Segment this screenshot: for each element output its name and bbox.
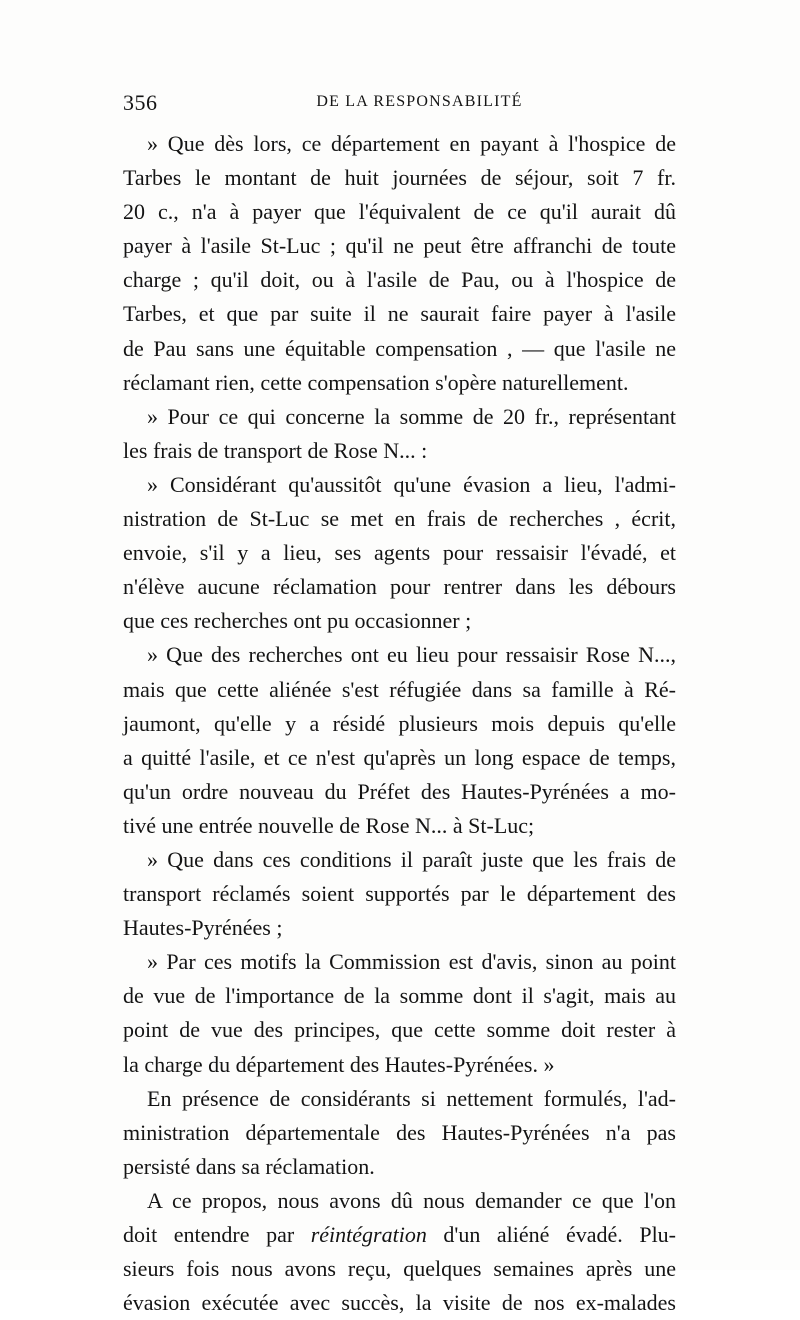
- text-line: évasion exécutée avec succès, la visite de nos ex-malades: [123, 1290, 676, 1316]
- text-line: charge ; qu'il doit, ou à l'asile de Pau, ou à l'hospice de: [123, 267, 676, 293]
- text-line: la charge du département des Hautes-Pyrénées. »: [123, 1051, 555, 1077]
- text-line: » Que dans ces conditions il paraît juste que les frais de: [147, 846, 676, 872]
- text-line: Hautes-Pyrénées ;: [123, 915, 283, 941]
- text-line: » Pour ce qui concerne la somme de 20 fr., représentant: [147, 403, 676, 429]
- text-line: que ces recherches ont pu occasionner ;: [123, 608, 472, 634]
- text-line: n'élève aucune réclamation pour rentrer dans les débours: [123, 574, 676, 600]
- body-text: [123, 127, 676, 1320]
- running-header: [123, 90, 676, 120]
- text-line: qu'un ordre nouveau du Préfet des Hautes-Pyrénées a mo-: [123, 778, 676, 804]
- running-title: DE LA RESPONSABILITÉ: [316, 93, 523, 110]
- text-line: a quitté l'asile, et ce n'est qu'après un long espace de temps,: [123, 744, 676, 770]
- page-number: 356: [123, 90, 158, 115]
- text-line: Tarbes, et que par suite il ne saurait faire payer à l'asile: [123, 301, 676, 327]
- text-line: de vue de l'importance de la somme dont il s'agit, mais au: [123, 983, 676, 1009]
- text-line: réclamant rien, cette compensation s'opère naturellement.: [123, 369, 629, 395]
- text-line: point de vue des principes, que cette somme doit rester à: [123, 1017, 676, 1043]
- text-line: envoie, s'il y a lieu, ses agents pour ressaisir l'évadé, et: [123, 540, 676, 566]
- text-line: sieurs fois nous avons reçu, quelques semaines après une: [123, 1256, 676, 1282]
- italic-term: réintégration: [310, 1222, 427, 1247]
- text-segment: d'un aliéné évadé. Plu-: [443, 1222, 677, 1247]
- text-line: les frais de transport de Rose N... :: [123, 437, 428, 463]
- text-line: de Pau sans une équitable compensation , — que l'asile ne: [123, 335, 676, 361]
- text-line: [123, 1218, 676, 1252]
- text-line: En présence de considérants si nettement formulés, l'ad-: [147, 1085, 676, 1111]
- text-line: Tarbes le montant de huit journées de séjour, soit 7 fr.: [123, 165, 676, 191]
- text-line: persisté dans sa réclamation.: [123, 1153, 375, 1179]
- text-line: payer à l'asile St-Luc ; qu'il ne peut être affranchi de toute: [123, 233, 676, 259]
- text-line: 20 c., n'a à payer que l'équivalent de ce qu'il aurait dû: [123, 199, 676, 225]
- text-line: » Considérant qu'aussitôt qu'une évasion a lieu, l'admi-: [147, 471, 676, 497]
- text-line: tivé une entrée nouvelle de Rose N... à St-Luc;: [123, 812, 535, 838]
- text-line: » Par ces motifs la Commission est d'avis, sinon au point: [147, 949, 676, 975]
- text-line: transport réclamés soient supportés par le département des: [123, 881, 676, 907]
- text-line: ministration départementale des Hautes-Pyrénées n'a pas: [123, 1119, 676, 1145]
- text-line: nistration de St-Luc se met en frais de recherches , écrit,: [123, 506, 676, 532]
- text-segment: doit entendre par: [123, 1222, 295, 1247]
- text-line: » Que dès lors, ce département en payant à l'hospice de: [147, 131, 676, 156]
- text-line: jaumont, qu'elle y a résidé plusieurs mois depuis qu'elle: [123, 710, 676, 736]
- text-line: mais que cette aliénée s'est réfugiée dans sa famille à Ré-: [123, 676, 676, 702]
- text-line: » Que des recherches ont eu lieu pour ressaisir Rose N...,: [147, 642, 676, 668]
- text-line: A ce propos, nous avons dû nous demander ce que l'on: [147, 1187, 676, 1213]
